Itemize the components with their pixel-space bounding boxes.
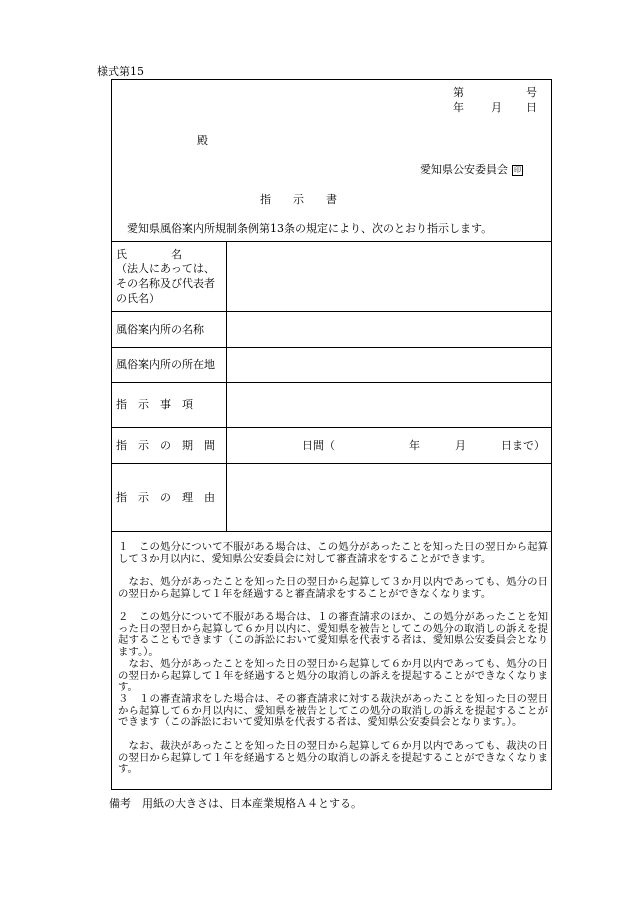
seal-mark: 印 xyxy=(514,165,521,174)
issuer-name: 愛知県公安委員会 xyxy=(420,163,508,176)
label-name-note-2: その名称及び代表者 xyxy=(116,277,215,290)
number-suffix: 号 xyxy=(526,86,537,99)
addressee-suffix: 殿 xyxy=(197,134,208,147)
row-line-1 xyxy=(111,311,552,312)
row-line-4 xyxy=(111,427,552,428)
note-3-sub: なお、裁決があったことを知った日の翌日から起算して６か月以内であっても、裁決の日の翌日から起算して１年を経過すると処分の取消しの訴えを提起することができなくなります。 xyxy=(118,740,548,776)
note-2-sub: なお、処分があったことを知った日の翌日から起算して６か月以内であっても、処分の日の翌日から起算して１年を経過すると処分の取消しの訴えを提起することができなくなります。 xyxy=(118,658,548,694)
form-number: 様式第15 xyxy=(97,65,144,78)
label-name-note-1: （法人にあっては、 xyxy=(116,262,215,275)
number-prefix: 第 xyxy=(453,86,464,99)
label-reason: 指 示 の 理 由 xyxy=(116,491,215,504)
document-title: 指 示 書 xyxy=(260,193,337,206)
note-2: ２ この処分について不服がある場合は、１の審査請求のほか、この処分があったことを知った日の翌日から起算して６か月以内に、愛知県を被告としてこの処分の取消しの訴えを提起することもできます（この訴訟において愛知県を代表する者は、愛知県公安委員会となります。）。 xyxy=(118,611,548,658)
column-divider xyxy=(226,241,227,531)
note-1-sub: なお、処分があったことを知った日の翌日から起算して３か月以内であっても、処分の日の翌日から起算して１年を経過すると審査請求をすることができなくなります。 xyxy=(118,576,548,600)
row-line-2 xyxy=(111,347,552,348)
label-name-note-3: の氏名） xyxy=(116,292,160,305)
label-office-address: 風俗案内所の所在地 xyxy=(116,358,215,371)
label-office-name: 風俗案内所の名称 xyxy=(116,323,204,336)
table-bottom-line xyxy=(111,531,552,532)
period-until: 日まで） xyxy=(501,439,545,452)
label-instruction-items: 指 示 事 項 xyxy=(116,398,193,411)
date-month: 月 xyxy=(491,101,502,114)
note-1: １ この処分について不服がある場合は、この処分があったことを知った日の翌日から起算して３か月以内に、愛知県公安委員会に対して審査請求をすることができます。 xyxy=(118,541,548,565)
row-line-3 xyxy=(111,382,552,383)
period-days: 日間（ xyxy=(302,439,335,452)
period-month: 月 xyxy=(455,439,466,452)
table-top-line xyxy=(111,241,552,242)
label-name: 氏 名 xyxy=(116,248,182,261)
issuer xyxy=(420,163,523,176)
intro-text: 愛知県風俗案内所規制条例第13条の規定により、次のとおり指示します。 xyxy=(127,222,493,235)
remark: 備考 用紙の大きさは、日本産業規格Ａ４とする。 xyxy=(109,797,362,810)
period-year: 年 xyxy=(409,439,420,452)
label-period: 指 示 の 期 間 xyxy=(116,439,215,452)
date-year: 年 xyxy=(453,101,464,114)
note-3: ３ １の審査請求をした場合は、その審査請求に対する裁決があったことを知った日の翌日から起算して６か月以内に、愛知県を被告としてこの処分の取消しの訴えを提起することができます（この訴訟において愛知県を代表する者は、愛知県公安委員会となります。）。 xyxy=(118,693,548,729)
date-day: 日 xyxy=(526,101,537,114)
row-line-5 xyxy=(111,463,552,464)
